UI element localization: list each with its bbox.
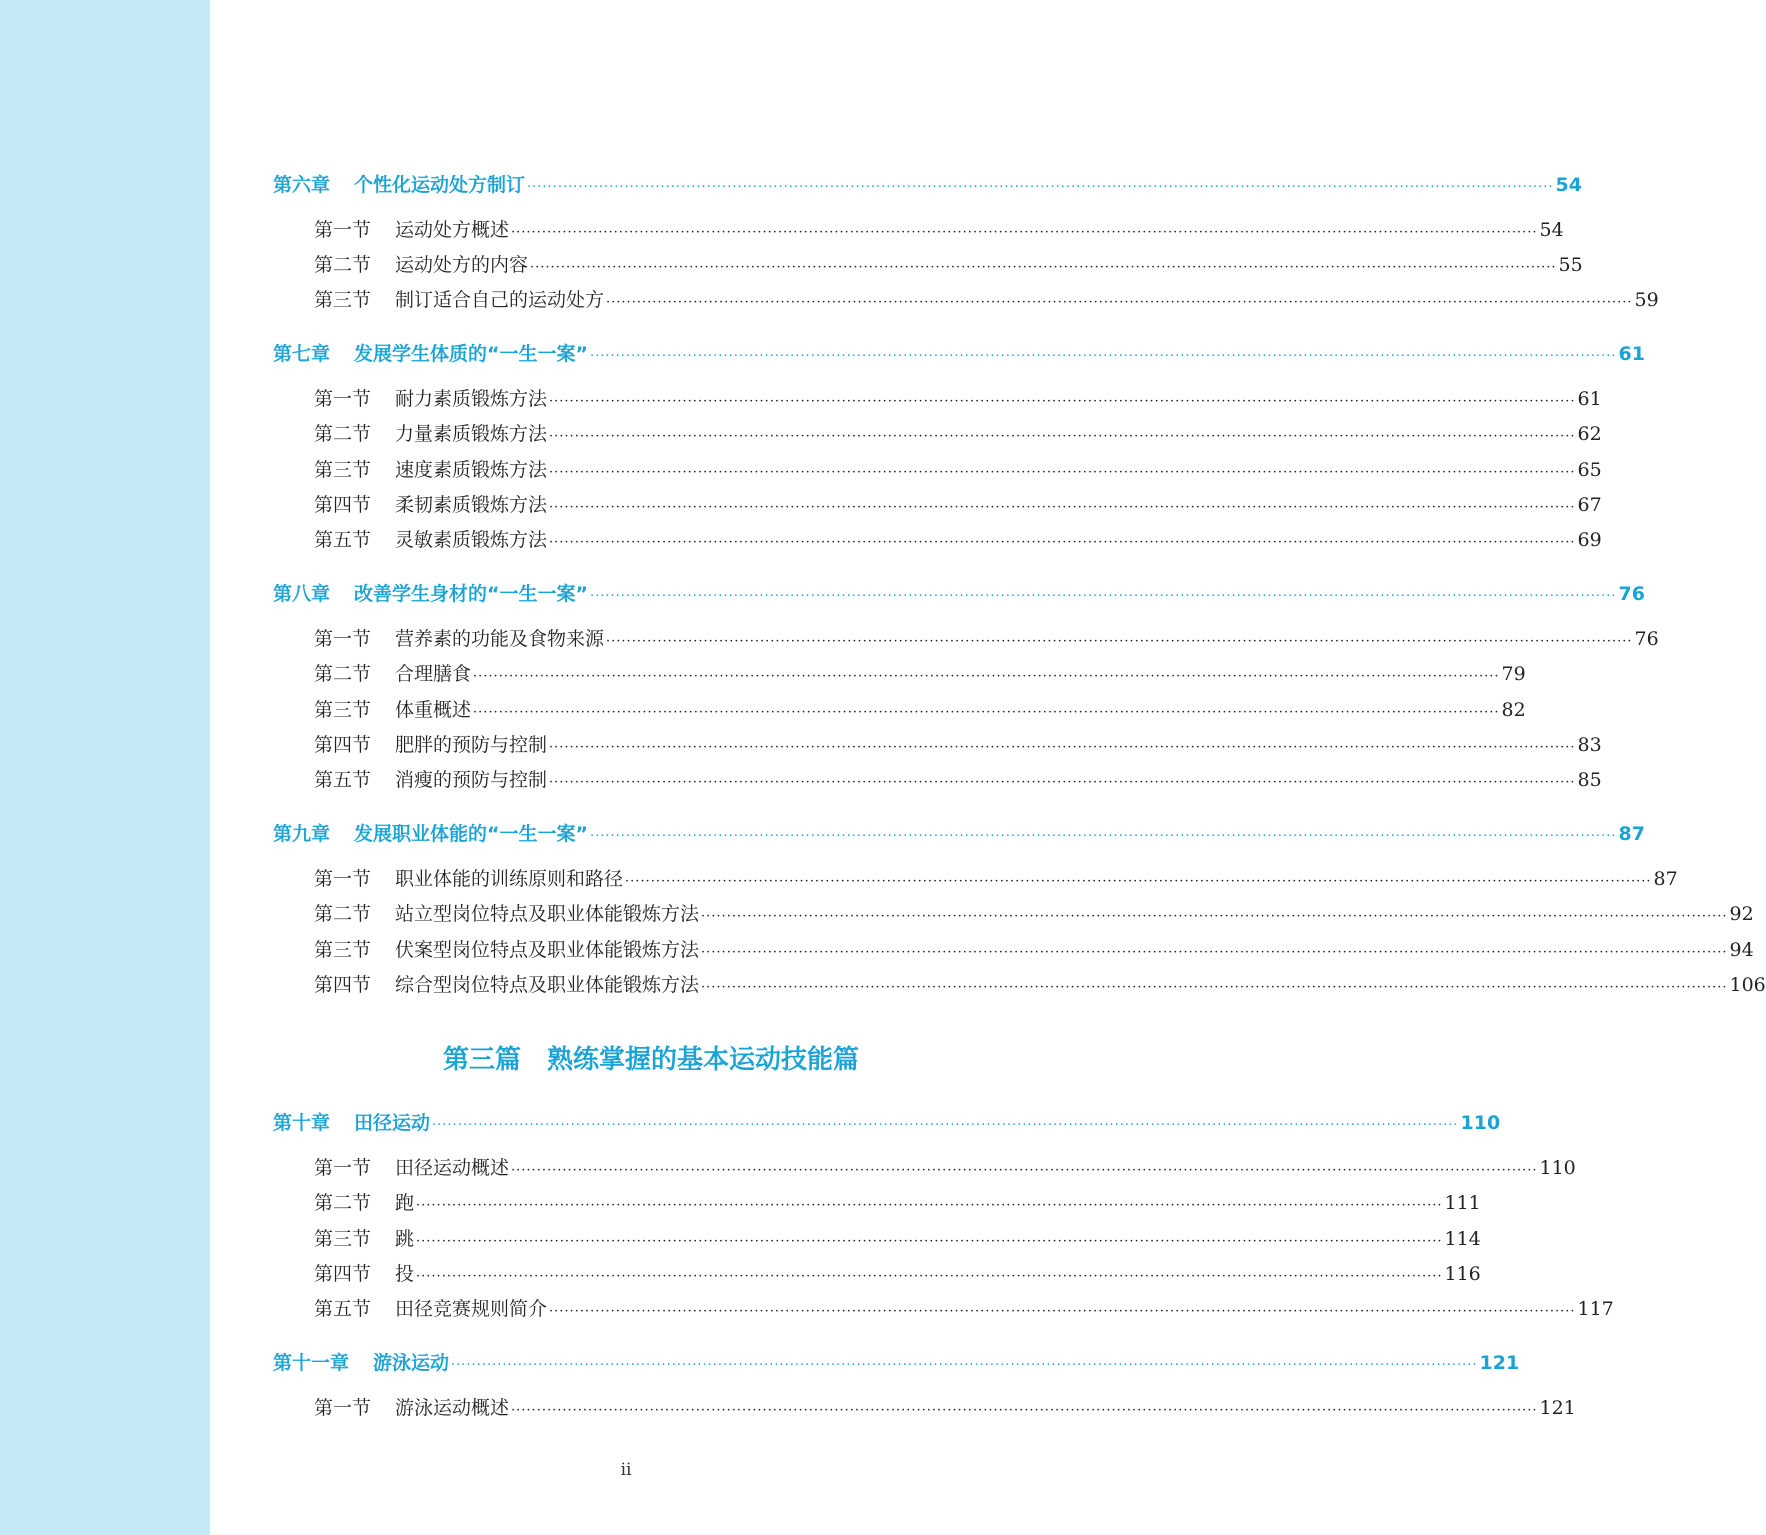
toc-section[interactable] (314, 219, 1564, 242)
section-title: 制订适合自己的运动处方 (395, 289, 605, 311)
dot-leader: ········································································································································································································ (606, 295, 1633, 310)
section-title: 站立型岗位特点及职业体能锻炼方法 (395, 903, 700, 925)
toc-chapter-7[interactable] (273, 343, 1645, 366)
section-number: 第一节 (314, 1397, 372, 1419)
toc-section[interactable] (314, 699, 1526, 722)
dot-leader: ········································································································································································································ (416, 1198, 1443, 1213)
section-page: 87 (1653, 868, 1678, 890)
section-page: 79 (1501, 663, 1526, 685)
section-title: 职业体能的训练原则和路径 (395, 868, 624, 890)
section-page: 117 (1577, 1298, 1614, 1320)
section-number: 第四节 (314, 494, 372, 516)
section-page: 121 (1539, 1397, 1576, 1419)
dot-leader: ········································································································································································································ (701, 909, 1728, 924)
chapter-number: 第六章 (273, 174, 331, 196)
section-page: 82 (1501, 699, 1526, 721)
toc-section[interactable] (314, 939, 1754, 962)
section-number: 第一节 (314, 868, 372, 890)
toc-section[interactable] (314, 868, 1678, 891)
dot-leader: ········································································································································································································ (511, 1163, 1538, 1178)
section-page: 59 (1634, 289, 1659, 311)
dot-leader: ········································································································································································································ (549, 465, 1576, 480)
chapter-page: 110 (1460, 1112, 1501, 1134)
section-page: 85 (1577, 769, 1602, 791)
toc-chapter-10[interactable] (273, 1112, 1501, 1135)
section-number: 第五节 (314, 1298, 372, 1320)
dot-leader: ········································································································································································································ (530, 260, 1557, 275)
toc-section[interactable] (314, 289, 1659, 312)
chapter-title: 发展职业体能的“一生一案” (354, 823, 588, 845)
dot-leader: ········································································································································································································ (473, 669, 1500, 684)
dot-leader: ········································································································································································································ (625, 874, 1652, 889)
dot-leader: ········································································································································································································ (606, 634, 1633, 649)
section-number: 第二节 (314, 423, 372, 445)
toc-section[interactable] (314, 734, 1602, 757)
section-page: 94 (1729, 939, 1754, 961)
section-page: 92 (1729, 903, 1754, 925)
dot-leader: ········································································································································································································ (416, 1269, 1443, 1284)
section-title: 伏案型岗位特点及职业体能锻炼方法 (395, 939, 700, 961)
dot-leader: ········································································································································································································ (511, 225, 1538, 240)
toc-section[interactable] (314, 663, 1526, 686)
dot-leader: ········································································································································································································ (549, 1304, 1576, 1319)
part-title: 熟练掌握的基本运动技能篇 (547, 1045, 860, 1075)
dot-leader: ········································································································································································································ (590, 349, 1617, 364)
section-title: 消瘦的预防与控制 (395, 769, 548, 791)
chapter-page: 76 (1618, 583, 1645, 605)
dot-leader: ········································································································································································································ (416, 1234, 1443, 1249)
section-title: 运动处方概述 (395, 219, 510, 241)
toc-section[interactable] (314, 1397, 1576, 1420)
chapter-title: 个性化运动处方制订 (354, 174, 526, 196)
section-page: 62 (1577, 423, 1602, 445)
section-title: 跳 (395, 1228, 415, 1250)
toc-section[interactable] (314, 1192, 1481, 1215)
section-number: 第五节 (314, 769, 372, 791)
section-title: 田径运动概述 (395, 1157, 510, 1179)
chapter-number: 第十一章 (273, 1352, 350, 1374)
dot-leader: ········································································································································································································ (590, 829, 1617, 844)
section-number: 第三节 (314, 459, 372, 481)
section-page: 69 (1577, 529, 1602, 551)
toc-section[interactable] (314, 769, 1602, 792)
section-number: 第四节 (314, 974, 372, 996)
section-number: 第二节 (314, 663, 372, 685)
section-page: 67 (1577, 494, 1602, 516)
dot-leader: ········································································································································································································ (432, 1118, 1459, 1133)
section-title: 综合型岗位特点及职业体能锻炼方法 (395, 974, 700, 996)
section-number: 第四节 (314, 1263, 372, 1285)
section-number: 第一节 (314, 1157, 372, 1179)
toc-section[interactable] (314, 1228, 1481, 1251)
part-number: 第三篇 (442, 1045, 521, 1075)
section-number: 第二节 (314, 1192, 372, 1214)
section-title: 合理膳食 (395, 663, 472, 685)
toc-section[interactable] (314, 903, 1754, 926)
section-title: 耐力素质锻炼方法 (395, 388, 548, 410)
dot-leader: ········································································································································································································ (549, 429, 1576, 444)
toc-section[interactable] (314, 1157, 1576, 1180)
section-number: 第一节 (314, 628, 372, 650)
section-number: 第三节 (314, 699, 372, 721)
chapter-number: 第八章 (273, 583, 331, 605)
toc-section[interactable] (314, 628, 1659, 651)
section-page: 111 (1444, 1192, 1481, 1214)
part-heading (210, 1039, 1092, 1076)
dot-leader: ········································································································································································································ (473, 705, 1500, 720)
toc-chapter-9[interactable] (273, 823, 1645, 846)
section-number: 第三节 (314, 1228, 372, 1250)
dot-leader: ········································································································································································································ (527, 180, 1554, 195)
section-title: 投 (395, 1263, 415, 1285)
section-title: 速度素质锻炼方法 (395, 459, 548, 481)
chapter-page: 121 (1479, 1352, 1520, 1374)
section-title: 田径竞赛规则简介 (395, 1298, 548, 1320)
toc-section[interactable] (314, 254, 1583, 277)
section-page: 61 (1577, 388, 1602, 410)
toc-section[interactable] (314, 388, 1602, 411)
chapter-title: 游泳运动 (373, 1352, 450, 1374)
dot-leader: ········································································································································································································ (549, 535, 1576, 550)
chapter-title: 田径运动 (354, 1112, 431, 1134)
section-page: 83 (1577, 734, 1602, 756)
section-number: 第一节 (314, 219, 372, 241)
section-title: 体重概述 (395, 699, 472, 721)
dot-leader: ········································································································································································································ (549, 775, 1576, 790)
section-title: 柔韧素质锻炼方法 (395, 494, 548, 516)
chapter-title: 改善学生身材的“一生一案” (354, 583, 588, 605)
section-page: 76 (1634, 628, 1659, 650)
section-number: 第五节 (314, 529, 372, 551)
toc-section[interactable] (314, 1298, 1614, 1321)
section-number: 第二节 (314, 903, 372, 925)
chapter-page: 87 (1618, 823, 1645, 845)
dot-leader: ········································································································································································································ (549, 500, 1576, 515)
toc-section[interactable] (314, 494, 1602, 517)
section-number: 第一节 (314, 388, 372, 410)
chapter-number: 第十章 (273, 1112, 331, 1134)
page-number: ii (620, 1460, 632, 1480)
section-title: 跑 (395, 1192, 415, 1214)
toc-section[interactable] (314, 423, 1602, 446)
chapter-number: 第九章 (273, 823, 331, 845)
toc-chapter-6[interactable] (273, 174, 1582, 197)
dot-leader: ········································································································································································································ (549, 394, 1576, 409)
section-page: 114 (1444, 1228, 1481, 1250)
section-number: 第四节 (314, 734, 372, 756)
section-title: 肥胖的预防与控制 (395, 734, 548, 756)
section-title: 灵敏素质锻炼方法 (395, 529, 548, 551)
section-title: 力量素质锻炼方法 (395, 423, 548, 445)
section-title: 游泳运动概述 (395, 1397, 510, 1419)
chapter-number: 第七章 (273, 343, 331, 365)
toc-section[interactable] (314, 1263, 1481, 1286)
toc-section[interactable] (314, 529, 1602, 552)
toc-section[interactable] (314, 459, 1602, 482)
dot-leader: ········································································································································································································ (701, 945, 1728, 960)
dot-leader: ········································································································································································································ (590, 589, 1617, 604)
dot-leader: ········································································································································································································ (451, 1358, 1478, 1373)
section-title: 运动处方的内容 (395, 254, 529, 276)
section-page: 110 (1539, 1157, 1576, 1179)
section-title: 营养素的功能及食物来源 (395, 628, 605, 650)
toc-chapter-8[interactable] (273, 583, 1645, 606)
section-page: 116 (1444, 1263, 1481, 1285)
section-page: 106 (1729, 974, 1766, 996)
dot-leader: ········································································································································································································ (701, 980, 1728, 995)
section-number: 第二节 (314, 254, 372, 276)
section-page: 65 (1577, 459, 1602, 481)
section-number: 第三节 (314, 939, 372, 961)
toc-section[interactable] (314, 974, 1766, 997)
toc-chapter-11[interactable] (273, 1352, 1520, 1375)
chapter-page: 61 (1618, 343, 1645, 365)
section-page: 54 (1539, 219, 1564, 241)
chapter-title: 发展学生体质的“一生一案” (354, 343, 588, 365)
section-number: 第三节 (314, 289, 372, 311)
section-page: 55 (1558, 254, 1583, 276)
dot-leader: ········································································································································································································ (511, 1403, 1538, 1418)
chapter-page: 54 (1555, 174, 1582, 196)
dot-leader: ········································································································································································································ (549, 740, 1576, 755)
